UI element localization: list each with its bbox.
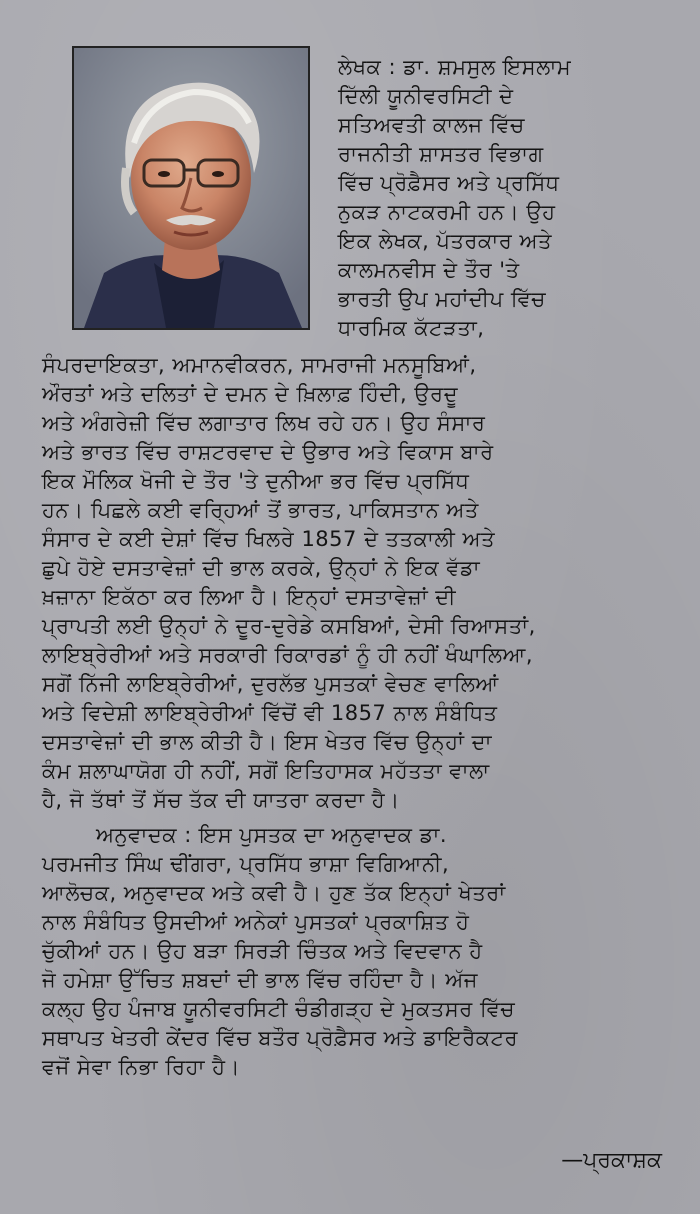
author-text-line: ਦਸਤਾਵੇਜ਼ਾਂ ਦੀ ਭਾਲ ਕੀਤੀ ਹੈ। ਇਸ ਖੇਤਰ ਵਿੱਚ ਉਨ੍ਹਾਂ ਦਾ — [42, 730, 493, 754]
translator-text-line: ਸਥਾਪਤ ਖੇਤਰੀ ਕੇਂਦਰ ਵਿੱਚ ਬਤੌਰ ਪ੍ਰੋਫ਼ੈਸਰ ਅਤੇ ਡਾਇਰੈਕਟਰ — [42, 1026, 519, 1050]
author-photo — [72, 46, 310, 330]
publisher-signature: —ਪ੍ਰਕਾਸ਼ਕ — [561, 1148, 662, 1173]
author-text-line: ਖ਼ਜ਼ਾਨਾ ਇਕੱਠਾ ਕਰ ਲਿਆ ਹੈ। ਇਨ੍ਹਾਂ ਦਸਤਾਵੇਜ਼ਾਂ ਦੀ — [42, 585, 457, 609]
author-text-line: ਸਗੋਂ ਨਿੱਜੀ ਲਾਇਬ੍ਰੇਰੀਆਂ, ਦੁਰਲੱਭ ਪੁਸਤਕਾਂ ਵੇਚਣ ਵਾਲਿਆਂ — [42, 672, 499, 696]
author-text-line: ਇਕ ਮੌਲਿਕ ਖੋਜੀ ਦੇ ਤੌਰ 'ਤੇ ਦੁਨੀਆ ਭਰ ਵਿੱਚ ਪ੍ਰਸਿੱਧ — [42, 469, 470, 493]
author-text-line: ਦਿੱਲੀ ਯੂਨੀਵਰਸਿਟੀ ਦੇ — [338, 84, 514, 108]
author-portrait-photo — [74, 48, 308, 328]
author-text-line: ਅਤੇ ਭਾਰਤ ਵਿੱਚ ਰਾਸ਼ਟਰਵਾਦ ਦੇ ਉਭਾਰ ਅਤੇ ਵਿਕਾਸ ਬਾਰੇ — [42, 440, 494, 464]
translator-text-line: ਚੁੱਕੀਆਂ ਹਨ। ਉਹ ਬੜਾ ਸਿਰੜੀ ਚਿੰਤਕ ਅਤੇ ਵਿਦਵਾਨ ਹੈ — [42, 939, 483, 963]
author-text-line: ਧਾਰਮਿਕ ਕੱਟੜਤਾ, — [338, 316, 485, 340]
author-text-line: ਭਾਰਤੀ ਉਪ ਮਹਾਂਦੀਪ ਵਿੱਚ — [338, 287, 546, 311]
author-text-line: ਵਿੱਚ ਪ੍ਰੋਫ਼ੈਸਰ ਅਤੇ ਪ੍ਰਸਿੱਧ — [338, 171, 560, 195]
author-text-line: ਹੈ, ਜੋ ਤੱਥਾਂ ਤੋਂ ਸੱਚ ਤੱਕ ਦੀ ਯਾਤਰਾ ਕਰਦਾ ਹੈ। — [42, 788, 400, 812]
author-text-line: ਇਕ ਲੇਖਕ, ਪੱਤਰਕਾਰ ਅਤੇ — [338, 229, 552, 253]
author-text-line: ਹਨ। ਪਿਛਲੇ ਕਈ ਵਰ੍ਹਿਆਂ ਤੋਂ ਭਾਰਤ, ਪਾਕਿਸਤਾਨ ਅਤੇ — [42, 498, 479, 522]
translator-text-line: ਵਜੋਂ ਸੇਵਾ ਨਿਭਾ ਰਿਹਾ ਹੈ। — [42, 1055, 241, 1079]
author-text-line: ਲੇਖਕ : ਡਾ. ਸ਼ਮਸੁਲ ਇਸਲਾਮ — [338, 55, 572, 79]
translator-heading-line: ਅਨੁਵਾਦਕ : ਇਸ ਪੁਸਤਕ ਦਾ ਅਨੁਵਾਦਕ ਡਾ. — [96, 823, 448, 847]
author-text-line: ਸਤਿਅਵਤੀ ਕਾਲਜ ਵਿੱਚ — [338, 113, 525, 137]
translator-text-line: ਕਲ੍ਹ ਉਹ ਪੰਜਾਬ ਯੂਨੀਵਰਸਿਟੀ ਚੰਡੀਗੜ੍ਹ ਦੇ ਮੁਕਤਸਰ ਵਿੱਚ — [42, 997, 516, 1021]
author-text-line: ਛੁਪੇ ਹੋਏ ਦਸਤਾਵੇਜ਼ਾਂ ਦੀ ਭਾਲ ਕਰਕੇ, ਉਨ੍ਹਾਂ ਨੇ ਇਕ ਵੱਡਾ — [42, 556, 481, 580]
author-text-line: ਕੰਮ ਸ਼ਲਾਘਾਯੋਗ ਹੀ ਨਹੀਂ, ਸਗੋਂ ਇਤਿਹਾਸਕ ਮਹੱਤਤਾ ਵਾਲਾ — [42, 759, 490, 783]
author-text-line: ਲਾਇਬ੍ਰੇਰੀਆਂ ਅਤੇ ਸਰਕਾਰੀ ਰਿਕਾਰਡਾਂ ਨੂੰ ਹੀ ਨਹੀਂ ਖੰਘਾਲਿਆ, — [42, 643, 534, 667]
author-text-line: ਪ੍ਰਾਪਤੀ ਲਈ ਉਨ੍ਹਾਂ ਨੇ ਦੂਰ-ਦੁਰੇਡੇ ਕਸਬਿਆਂ, ਦੇਸੀ ਰਿਆਸਤਾਂ, — [42, 614, 536, 638]
author-text-line: ਰਾਜਨੀਤੀ ਸ਼ਾਸਤਰ ਵਿਭਾਗ — [338, 142, 544, 166]
author-text-line: ਅਤੇ ਵਿਦੇਸ਼ੀ ਲਾਇਬ੍ਰੇਰੀਆਂ ਵਿੱਚੋਂ ਵੀ 1857 ਨਾਲ ਸੰਬੰਧਿਤ — [42, 701, 498, 725]
translator-text-line: ਜੋ ਹਮੇਸ਼ਾ ਉੱਚਿਤ ਸ਼ਬਦਾਂ ਦੀ ਭਾਲ ਵਿੱਚ ਰਹਿੰਦਾ ਹੈ। ਅੱਜ — [42, 968, 478, 992]
author-text-line: ਅਤੇ ਅੰਗਰੇਜ਼ੀ ਵਿੱਚ ਲਗਾਤਾਰ ਲਿਖ ਰਹੇ ਹਨ। ਉਹ ਸੰਸਾਰ — [42, 411, 486, 435]
translator-text-line: ਨਾਲ ਸੰਬੰਧਿਤ ਉਸਦੀਆਂ ਅਨੇਕਾਂ ਪੁਸਤਕਾਂ ਪ੍ਰਕਾਸ਼ਿਤ ਹੋ — [42, 910, 470, 934]
author-text-line: ਔਰਤਾਂ ਅਤੇ ਦਲਿਤਾਂ ਦੇ ਦਮਨ ਦੇ ਖ਼ਿਲਾਫ਼ ਹਿੰਦੀ, ਉਰਦੂ — [42, 382, 458, 406]
author-text-line: ਸੰਪਰਦਾਇਕਤਾ, ਅਮਾਨਵੀਕਰਨ, ਸਾਮਰਾਜੀ ਮਨਸੂਬਿਆਂ, — [42, 353, 477, 377]
author-text-line: ਸੰਸਾਰ ਦੇ ਕਈ ਦੇਸ਼ਾਂ ਵਿੱਚ ਖਿਲਰੇ 1857 ਦੇ ਤਤਕਾਲੀ ਅਤੇ — [42, 527, 496, 551]
author-text-line: ਕਾਲਮਨਵੀਸ ਦੇ ਤੌਰ 'ਤੇ — [338, 258, 520, 282]
translator-text-line: ਪਰਮਜੀਤ ਸਿੰਘ ਢੀਂਗਰਾ, ਪ੍ਰਸਿੱਧ ਭਾਸ਼ਾ ਵਿਗਿਆਨੀ, — [42, 852, 450, 876]
translator-text-line: ਆਲੋਚਕ, ਅਨੁਵਾਦਕ ਅਤੇ ਕਵੀ ਹੈ। ਹੁਣ ਤੱਕ ਇਨ੍ਹਾਂ ਖੇਤਰਾਂ — [42, 881, 506, 905]
author-text-line: ਨੁਕੜ ਨਾਟਕਰਮੀ ਹਨ। ਉਹ — [338, 200, 556, 224]
